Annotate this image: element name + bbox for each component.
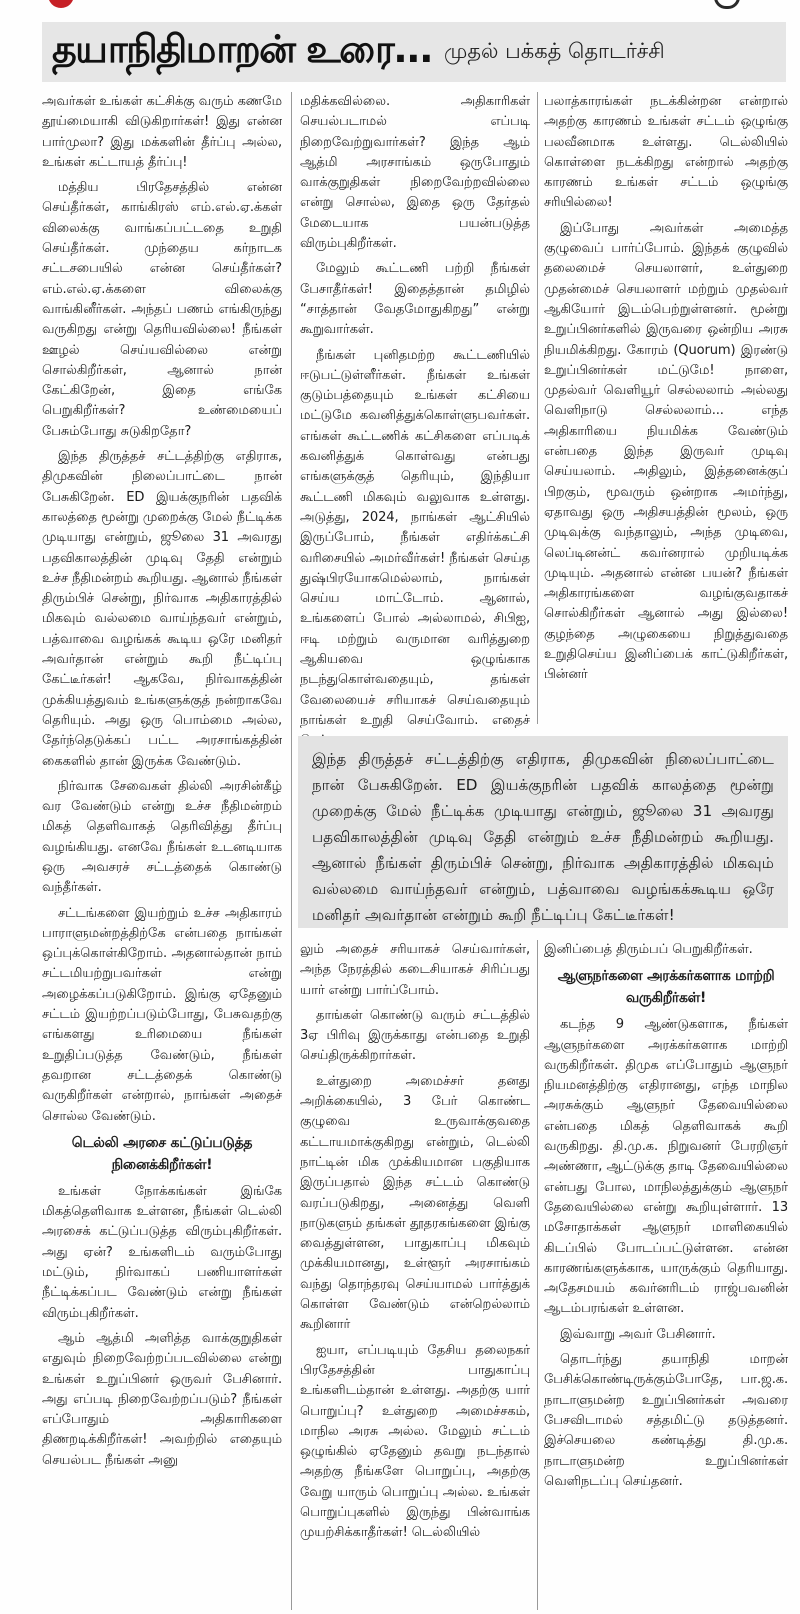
headline-title: தயாநிதிமாறன் உரை... [52,27,433,71]
paragraph: நீங்கள் புனிதமற்ற கூட்டணியில் ஈடுபட்டுள்ளீர்கள். நீங்கள் உங்கள் குடும்பத்தையும் உங்கள் கட்சியை மட்டுமே கவனித்துக்கொள்ளுபவர்கள். எங்கள் கூட்டணிக் கட்சிகளை எப்படிக் கவனித்துக் கொள்வது என்பது எங்களுக்குத் தெரியும், இந்தியா கூட்டணி மிகவும் வலுவாக உள்ளது. அடுத்து, 2024, நாங்கள் ஆட்சியில் இருப்போம், நீங்கள் எதிர்க்கட்சி வரிசையில் அமர்வீர்கள்! நீங்கள் செய்த துஷ்பிரயோகமெல்லாம், நாங்கள் செய்ய மாட்டோம். ஆனால், உங்களைப் போல் அல்லாமல், சிபிஐ, ஈடி மற்றும் வருமான வரித்துறை ஆகியவை ஒழுங்காக நடந்துகொள்வதையும், தங்கள் வேலையைச் சரியாகச் செய்வதையும் நாங்கள் உறுதி செய்வோம். எதைச் [300,347,530,728]
paragraph: இனிப்பைத் திரும்பப் பெறுகிறீர்கள். [544,942,753,957]
pull-quote-box [298,736,788,928]
pull-quote-text: இந்த திருத்தச் சட்டத்திற்கு எதிராக, திமுகவின் நிலைப்பாட்டை நான் பேசுகிறேன். ED இயக்குநரின் பதவிக் காலத்தை மூன்று முறைக்கு மேல் நீட்டிக்க முடியாது என்றும், ஜூலை 31 அவரது பதவிகாலத்தின் முடிவு தேதி என்றும் உச்ச நீதிமன்றம் கூறியது. ஆனால் நீங்கள் திரும்பிச் சென்று, நிர்வாக அதிகாரத்தில் மிகவும் வல்லமை வாய்ந்தவர் என்றும், பத்வாவை வழங்கக்கூடிய ஒரே மனிதர் அவர்தான் என்றும் கூறி நீட்டிப்பு கேட்டீர்கள்! [312,750,774,924]
paragraph: உங்கள் நோக்கங்கள் இங்கே மிகத்தெளிவாக உள்ளன, நீங்கள் டெல்லி அரசைக் கட்டுப்படுத்த விரும்புகிறீர்கள். அது ஏன்? உங்களிடம் வரும்போது மட்டும், நிர்வாகப் பணியாளர்கள் நீட்டிக்கப்பட வேண்டும் என்று நீங்கள் விரும்புகிறீர்கள். [42,1183,282,1321]
paragraph: நிர்வாக சேவைகள் தில்லி அரசின்கீழ் வர வேண்டும் என்று உச்ச நீதிமன்றம் மிகத் தெளிவாகத் தெரிவித்து தீர்ப்பு வழங்கியது. எனவே நீங்கள் உடனடியாக ஒரு அவசரச் சட்டத்தைக் கொண்டு வந்தீர்கள். [42,778,282,896]
paragraph: மத்திய பிரதேசத்தில் என்ன செய்தீர்கள், காங்கிரஸ் எம்.எல்.ஏ.க்கள் விலைக்கு வாங்கப்பட்டதை உறுதி செய்தீர்கள். முந்தைய கர்நாடக சட்டசபையில் என்ன செய்தீர்கள்? எம்.எல்.ஏ.க்களை விலைக்கு வாங்கினீர்கள். அந்தப் பணம் எங்கிருந்து வருகிறது என்று தெரியவில்லை! நீங்கள் ஊழல் செய்யவில்லை என்று சொல்கிறீர்கள், ஆனால் நான் கேட்கிறேன், இதை எங்கே பெறுகிறீர்கள்? உண்மையைப் பேசும்போது சுடுகிறதோ? [42,180,282,439]
red-mark-icon [48,0,74,8]
article-column-1 [42,92,282,1610]
paragraph: அவர்கள் உங்கள் கட்சிக்கு வரும் கணமே தூய்மையாகி விடுகிறார்கள்! இது என்ன பார்முலா? இது மக்களின் தீர்ப்பு அல்ல, உங்கள் கட்டாயத் தீர்ப்பு! [42,94,282,170]
paragraph: ஆம் ஆத்மி அளித்த வாக்குறுதிகள் எதுவும் நிறைவேற்றப்படவில்லை என்று உங்கள் உறுப்பினர் ஒருவர் பேசினார். அது எப்படி நிறைவேற்றப்படும்? நீங்கள் எப்போதும் அதிகாரிகளை திணறடிக்கிறீர்கள்! அவற்றில் எதையும் செயல்பட நீங்கள் அனு [42,1330,282,1468]
headline-bar [42,22,786,82]
article-column-3 [544,92,788,724]
section-heading: டெல்லி அரசை கட்டுப்படுத்த நினைக்கிறீர்கள்! [71,1134,253,1173]
paragraph: தாங்கள் கொண்டு வரும் சட்டத்தில் 3ஏ பிரிவு இருக்காது என்பதை உறுதி செய்திருக்கிறார்கள். [300,1007,530,1064]
paragraph: லும் அதைச் சரியாகச் செய்வார்கள், அந்த நேரத்தில் கடைசியாகச் சிரிப்பது யார் என்று பார்ப்போம். [300,942,530,998]
paragraph: ஐயா, எப்படியும் தேசிய தலைநகர் பிரதேசத்தின் பாதுகாப்பு உங்களிடம்தான் உள்ளது. அதற்கு யார் பொறுப்பு? உள்துறை அமைச்சகம், மாநில அரசு அல்ல. மேலும் சட்டம் ஒழுங்கில் ஏதேனும் தவறு நடந்தால் அதற்கு நீங்களே பொறுப்பு, அதற்கு வேறு யாரும் பொறுப்பு அல்ல. உங்கள் பொறுப்புகளில் இருந்து பின்வாங்க முயற்சிக்காதீர்கள்! டெல்லியில் [300,1342,530,1541]
column-divider [537,92,538,724]
paragraph: மதிக்கவில்லை. அதிகாரிகள் செயல்படாமல் எப்படி நிறைவேற்றுவார்கள்? இந்த ஆம் ஆத்மி அரசாங்கம் ஒருபோதும் வாக்குறுதிகள் நிறைவேற்றவில்லை என்று சொல்ல, இதை ஒரு தேர்தல் மேடையாக பயன்படுத்த விரும்புகிறீர்கள். [300,94,530,252]
circle-mark-icon [714,0,740,9]
paragraph: இந்த திருத்தச் சட்டத்திற்கு எதிராக, திமுகவின் நிலைப்பாட்டை நான் பேசுகிறேன். ED இயக்குநரின் பதவிக் காலத்தை மூன்று முறைக்கு மேல் நீட்டிக்க முடியாது என்றும், ஜூலை 31 அவரது பதவிகாலத்தின் முடிவு தேதி என்றும் உச்ச நீதிமன்றம் கூறியது. ஆனால் நீங்கள் திரும்பிச் சென்று, நிர்வாக அதிகாரத்தில் மிகவும் வல்லமை வாய்ந்தவர் என்றும், பத்வாவை வழங்கக் கூடிய ஒரே மனிதர் அவர்தான் என்றும் கூறி நீட்டிப்பு கேட்டீர்கள்! ஆகவே, நிர்வாகத்தின் முக்கியத்துவம் உங்களுக்குத் நன்றாகவே தெரியும். அது ஒரு பொம்மை அல்ல, தேர்ந்தெடுக்கப் பட்ட அரசாங்கத்தின் கைகளில் தான் இருக்க வேண்டும். [42,449,282,769]
paragraph: பலாத்காரங்கள் நடக்கின்றன என்றால் அதற்கு காரணம் உங்கள் சட்டம் ஒழுங்கு பலவீனமாக உள்ளது. டெல்லியில் கொள்ளை நடக்கிறது என்றால் அதற்கு காரணம் உங்கள் சட்டம் ஒழுங்கு சரியில்லை! [544,94,788,211]
article-column-2 [300,92,530,728]
paragraph: உள்துறை அமைச்சர் தனது அறிக்கையில், 3 பேர் கொண்ட குழுவை உருவாக்குவதை கட்டாயமாக்குகிறது என்றும், டெல்லி நாட்டின் மிக முக்கியமான பகுதியாக இருப்பதால் இந்த சட்டம் கொண்டு வரப்படுகிறது, அனைத்து வெளி நாடுகளும் தங்கள் தூதரகங்களை இங்கு வைத்துள்ளன, பாதுகாப்பு மிகவும் முக்கியமானது, உள்ளூர் அரசாங்கம் வந்து தொந்தரவு செய்யாமல் பார்த்துக் கொள்ள வேண்டும் என்றெல்லாம் கூறினார் [300,1073,530,1333]
article-column-3-lower [544,940,788,1610]
column-divider [537,940,538,1610]
headline-continuation: முதல் பக்கத் தொடர்ச்சி [444,38,665,63]
paragraph: மேலும் கூட்டணி பற்றி நீங்கள் பேசாதீர்கள்! இதைத்தான் தமிழில் “சாத்தான் வேதமோதுகிறது” என்று கூறுவார்கள். [300,261,530,338]
paragraph: இப்போது அவர்கள் அமைத்த குழுவைப் பார்ப்போம். இந்தக் குழுவில் தலைமைச் செயலாளர், உள்துறை முதன்மைச் செயலாளர் மற்றும் முதல்வர் ஆகியோர் இடம்பெற்றுள்ளனர். மூன்று உறுப்பினர்களில் இருவரை ஒன்றிய அரசு நியமிக்கிறது. கோரம் (Quorum) இரண்டு உறுப்பினர்கள் மட்டுமே! நாளை, முதல்வர் வெளியூர் செல்லலாம் அல்லது வெளிநாடு செல்லலாம்... எந்த அதிகாரியை நியமிக்க வேண்டும் என்பதை இந்த இருவர் முடிவு செய்யலாம். அதிலும், இத்தனைக்குப் பிறகும், மூவரும் ஒன்றாக அமர்ந்து, ஏதாவது ஒரு அதிசயத்தின் மூலம், ஒரு முடிவுக்கு வந்தாலும், அந்த முடிவை, லெப்டினன்ட் கவர்னரால் முறியடிக்க முடியும். அதனால் என்ன பயன்? நீங்கள் அதிகாரங்களை வழங்குவதாகச் சொல்கிறீர்கள் ஆனால் அது இல்லை! குழந்தை அழுகையை நிறுத்துவதை உறுதிசெய்ய இனிப்பைக் காட்டுகிறீர்கள், பின்னர் [544,220,788,683]
section-heading: ஆளுநர்களை அரக்கர்களாக மாற்றி வருகிறீர்கள்! [557,968,775,1007]
paragraph: சட்டங்களை இயற்றும் உச்ச அதிகாரம் பாராளுமன்றத்திற்கே என்பதை நாங்கள் ஒப்புக்கொள்கிறோம். அதனால்தான் நாம் சட்டமியற்றுபவர்கள் என்று அழைக்கப்படுகிறோம். இங்கு ஏதேனும் சட்டம் இயற்றப்படும்போது, பேசுவதற்கு எங்களது உரிமையை நீங்கள் உறுதிப்படுத்த வேண்டும், நீங்கள் தவறான சட்டத்தைக் கொண்டு வருகிறீர்கள் என்றால், நாங்கள் அதைச் சொல்ல வேண்டும். [42,905,282,1124]
article-column-2-lower [300,940,530,1610]
page-top-marks [0,0,800,14]
paragraph: இவ்வாறு அவர் பேசினார். [560,1326,716,1342]
paragraph: தொடர்ந்து தயாநிதி மாறன் பேசிக்கொண்டிருக்கும்போதே, பா.ஜ.க. நாடாளுமன்ற உறுப்பினர்கள் அவரை பேசவிடாமல் சத்தமிட்டு தடுத்தனர். இச்செயலை கண்டித்து தி.மு.க. நாடாளுமன்ற உறுப்பினர்கள் வெளிநடப்பு செய்தனர். [544,1352,788,1489]
paragraph: கடந்த 9 ஆண்டுகளாக, நீங்கள் ஆளுநர்களை அரக்கர்களாக மாற்றி வருகிறீர்கள். திமுக எப்போதும் ஆளுநர் நியமனத்திற்கு எதிரானது, எந்த மாநில அரசுக்கும் ஆளுநர் தேவையில்லை என்பதை மிகத் தெளிவாகக் கூறி வருகிறது. தி.மு.க. நிறுவனர் பேரறிஞர் அண்ணா, ஆட்டுக்கு தாடி தேவையில்லை என்பது போல, மாநிலத்துக்கும் ஆளுநர் தேவையில்லை என்று கூறியுள்ளார். 13 மசோதாக்கள் ஆளுநர் மாளிகையில் கிடப்பில் போடப்பட்டுள்ளன. என்ன காரணங்களுக்காக, யாருக்கும் தெரியாது. அதேசமயம் கவர்னரிடம் ராஜ்பவனின் ஆடம்பரங்கள் உள்ளன. [544,1017,788,1317]
column-divider [291,92,292,1610]
